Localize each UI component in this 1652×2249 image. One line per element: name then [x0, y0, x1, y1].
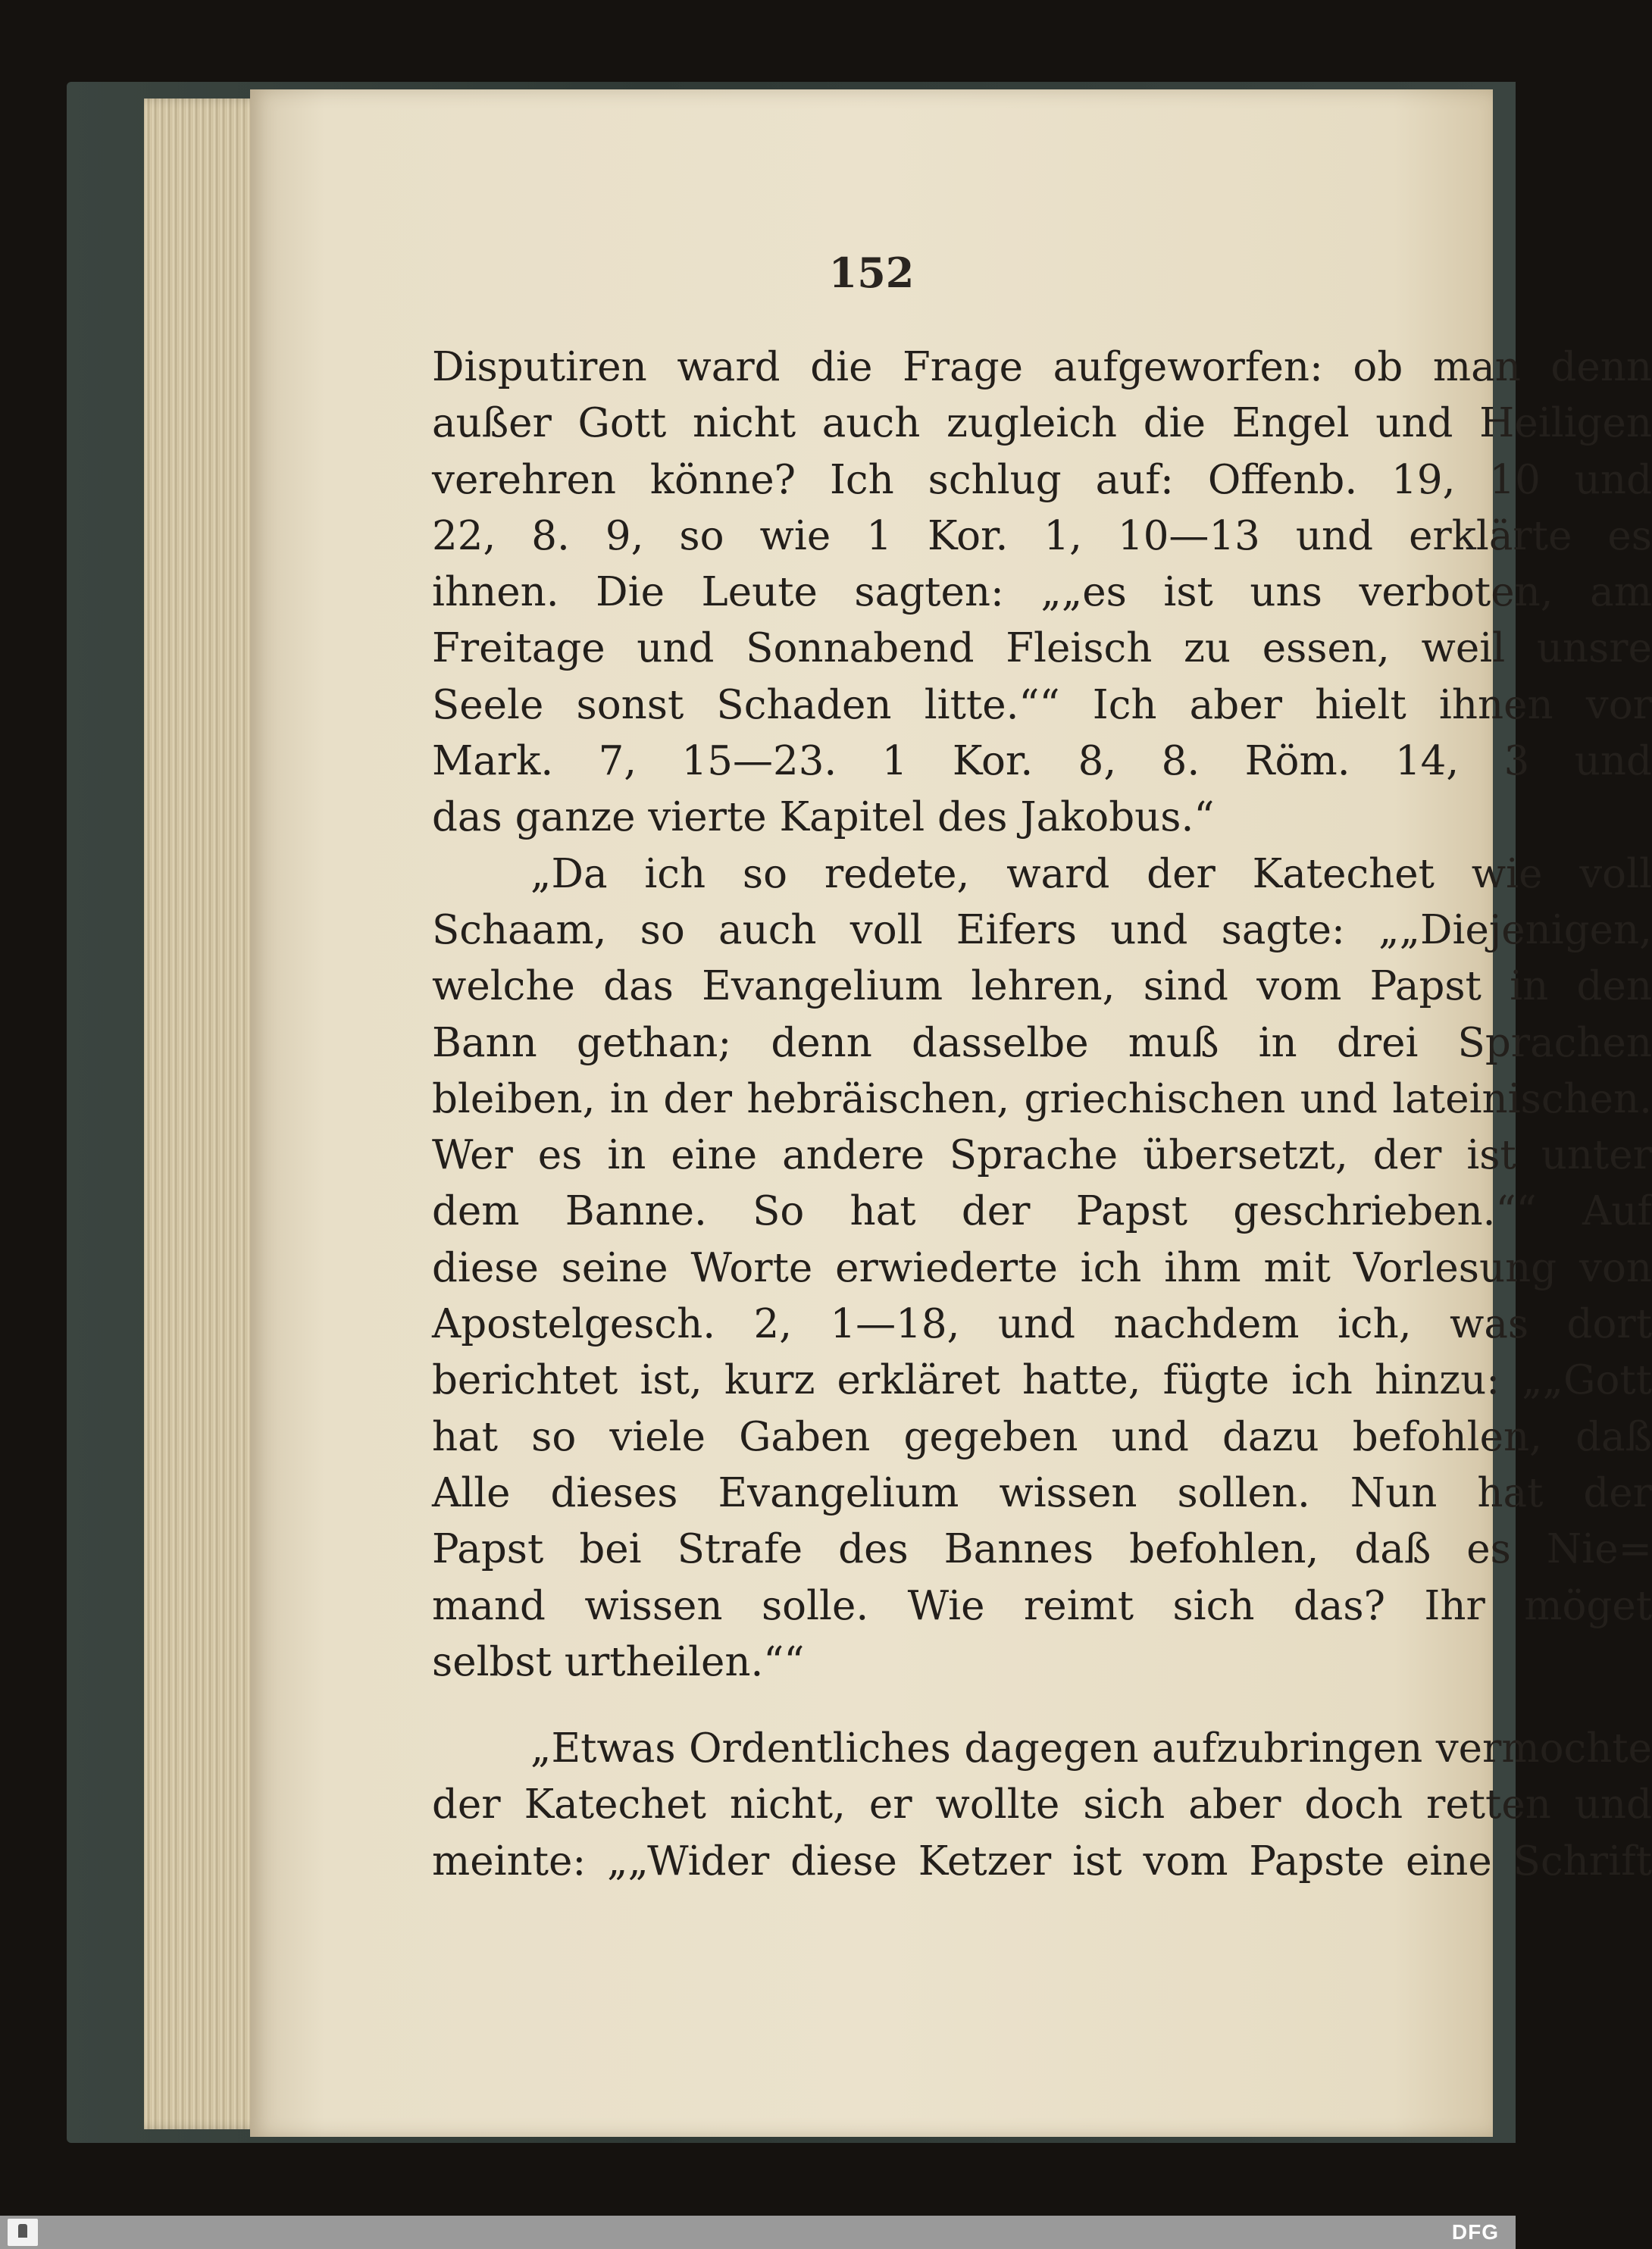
text-line: verehren könne? Ich schlug auf: Offenb. 19, 10 und	[432, 456, 1652, 503]
dfg-logo: DFG	[1451, 2220, 1499, 2244]
text-line: „Da ich so redete, ward der Katechet wie voll	[530, 850, 1652, 897]
text-line: berichtet ist, kurz erkläret hatte, fügte ich hinzu: „„Gott	[432, 1357, 1652, 1404]
text-line: Disputiren ward die Frage aufgeworfen: ob man denn	[432, 344, 1652, 390]
text-line: ihnen. Die Leute sagten: „„es ist uns verboten, am	[432, 569, 1652, 616]
text-line: Seele sonst Schaden litte.““ Ich aber hielt ihnen vor	[432, 681, 1652, 728]
text-line: „Etwas Ordentliches dagegen aufzubringen vermochte	[530, 1725, 1652, 1772]
library-logo-icon	[8, 2219, 38, 2246]
text-line: das ganze vierte Kapitel des Jakobus.“	[432, 794, 1215, 841]
book-page	[250, 89, 1652, 2137]
text-line: dem Banne. So hat der Papst geschrieben.““ Auf	[432, 1188, 1652, 1235]
text-line: welche das Evangelium lehren, sind vom Papst in den	[432, 963, 1652, 1010]
text-line: der Katechet nicht, er wollte sich aber doch retten und	[432, 1781, 1652, 1828]
text-line: mand wissen solle. Wie reimt sich das? Ihr möget	[432, 1582, 1652, 1629]
text-line: meinte: „„Wider diese Ketzer ist vom Papste eine Schrift	[432, 1838, 1652, 1885]
text-line: Papst bei Strafe des Bannes befohlen, daß es Nie=	[432, 1526, 1652, 1573]
text-line: Schaam, so auch voll Eifers und sagte: „„Diejenigen,	[432, 906, 1652, 953]
text-line: außer Gott nicht auch zugleich die Engel und Heiligen	[432, 400, 1652, 447]
text-line: Apostelgesch. 2, 1—18, und nachdem ich, was dort	[432, 1301, 1652, 1348]
text-line: bleiben, in der hebräischen, griechischen und lateinischen.	[432, 1075, 1652, 1122]
text-line: Mark. 7, 15—23. 1 Kor. 8, 8. Röm. 14, 3 und	[432, 738, 1652, 785]
text-line: Freitage und Sonnabend Fleisch zu essen, weil unsre	[432, 625, 1652, 672]
text-line: Wer es in eine andere Sprache übersetzt, der ist unter	[432, 1132, 1652, 1179]
paragraph-gap	[432, 1691, 1652, 1721]
page-number: 152	[828, 249, 915, 297]
text-line: diese seine Worte erwiederte ich ihm mit Vorlesung von	[432, 1244, 1652, 1291]
text-block	[432, 339, 1652, 1890]
viewer-footer-bar	[0, 2216, 1516, 2249]
text-line: selbst urtheilen.““	[432, 1638, 805, 1685]
text-line: Alle dieses Evangelium wissen sollen. Nun hat der	[432, 1469, 1652, 1516]
text-line: Bann gethan; denn dasselbe muß in drei Sprachen	[432, 1019, 1652, 1066]
text-line: hat so viele Gaben gegeben und dazu befohlen, daß	[432, 1413, 1652, 1460]
text-line: 22, 8. 9, so wie 1 Kor. 1, 10—13 und erklärte es	[432, 512, 1652, 559]
